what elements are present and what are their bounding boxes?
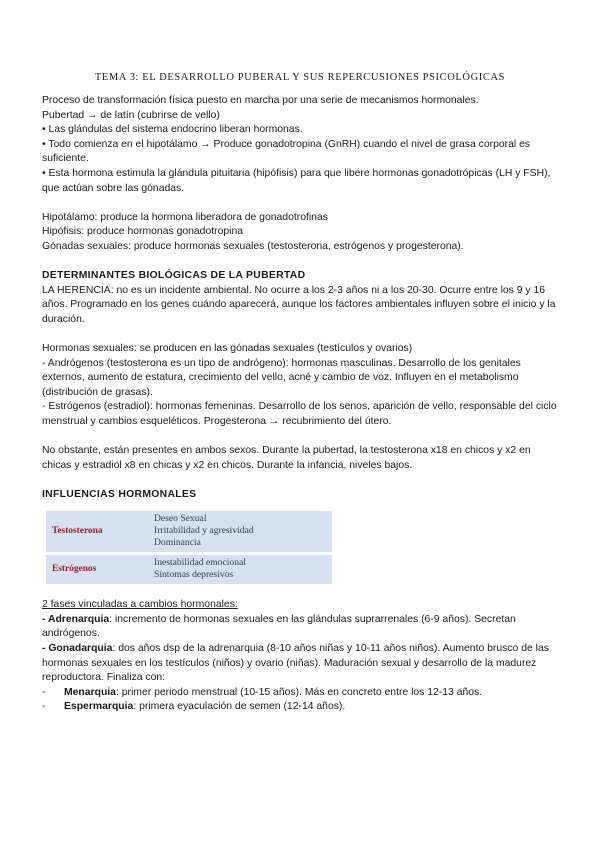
- table-item: Dominancia: [154, 537, 201, 549]
- table-row: [46, 553, 332, 583]
- intro-line: Proceso de transformación física puesto en marcha por una serie de mecanismos hormonales.: [42, 95, 479, 106]
- document-body: [42, 94, 562, 715]
- estrogenos-paragraph: - Estrógenos (estradiol): hormonas femeninas. Desarrollo de los senos, aparición de vello, responsable del ciclo menstrual y cambios esqueléticos. Progesterona → recubrimiento del útero.: [42, 401, 557, 428]
- table-row: [46, 511, 332, 554]
- hormone-influence-table: [46, 511, 332, 584]
- hormonas-intro: Hormonas sexuales: se producen en las gónadas sexuales (testículos y ovarios): [42, 343, 413, 355]
- gland-line: Hipófisis: produce hormonas gonadotropina: [42, 226, 244, 238]
- gland-line: Gónadas sexuales: produce hormonas sexuales (testosterona, estrógenos y progesterona).: [42, 240, 464, 252]
- intro-bullet: • Esta hormona estimula la glándula pituitaria (hipófisis) para que libere hormonas gonadotrópicas (LH y FSH), que actúan sobre las gónadas.: [42, 167, 551, 194]
- herencia-paragraph: LA HERENCIA: no es un incidente ambiental. No ocurre a los 2-3 años ni a los 20-30. Ocurre entre los 9 y 16 años. Programado en los genes cuándo aparecerá, aunque los factores ambientales influyen sobre el inicio y la duración.: [42, 284, 556, 325]
- intro-line: Pubertad → de latín (cubrirse de vello): [42, 109, 220, 121]
- dash-marker: -: [42, 686, 46, 698]
- menarquia-text: : primer periodo menstrual (10-15 años). Más en concreto entre los 12-13 años.: [115, 686, 483, 698]
- menarquia-item: [42, 686, 562, 701]
- adrenarquia-term: - Adrenarquia: [42, 613, 110, 625]
- table-item: Deseo Sexual: [154, 512, 207, 524]
- adrenarquia-text: : incremento de hormonas sexuales en las glándulas suprarrenales (6-9 años). Secretan andrógenos.: [42, 613, 516, 640]
- page-title: TEMA 3: EL DESARROLLO PUBERAL Y SUS REPERCUSIONES PSICOLÓGICAS: [94, 72, 506, 83]
- espermarquia-item: [42, 700, 562, 715]
- menarquia-term: Menarquia: [64, 686, 116, 698]
- table-item: Irritabilidad y agresividad: [154, 525, 254, 537]
- table-item: Inestabilidad emocional: [154, 556, 246, 568]
- adrenarquia-paragraph: [42, 613, 562, 642]
- table-label: Testosterona: [52, 526, 103, 537]
- no-obstante-paragraph: No obstante, están presentes en ambos sexos. Durante la pubertad, la testosterona x18 en chicos y x2 en chicas y estradiol x8 en chicas y x2 en chicos. Durante la infancia, niveles bajos.: [42, 445, 531, 471]
- table-item: Síntomas depresivos: [154, 569, 234, 581]
- intro-bullet: • Las glándulas del sistema endocrino liberan hormonas.: [42, 124, 303, 136]
- gonadarquia-paragraph: [42, 642, 562, 686]
- phases-heading: 2 fases vinculadas a cambios hormonales:: [42, 599, 238, 611]
- gland-line: Hipotálamo: produce la hormona liberadora de gonadotrofinas: [42, 211, 328, 223]
- section-heading-influencias: INFLUENCIAS HORMONALES: [42, 489, 197, 501]
- espermarquia-text: : primera eyaculación de semen (12-14 años).: [133, 701, 346, 713]
- table-label: Estrógenos: [46, 553, 148, 583]
- intro-bullet: • Todo comienza en el hipotálamo → Produce gonadotropina (GnRH) cuando el nivel de grasa corporal es suficiente.: [42, 138, 531, 165]
- section-heading-determinantes: DETERMINANTES BIOLÓGICAS DE LA PUBERTAD: [42, 270, 306, 282]
- androgenos-paragraph: - Andrógenos (testosterona es un tipo de andrógeno): hormonas masculinas. Desarrollo de los genitales externos, aumento de estatura, crecimiento del vello, acné y cambio de voz. Influyen en el metabolismo (distribución de grasas).: [42, 357, 521, 398]
- espermarquia-term: Espermarquia: [64, 701, 134, 713]
- dash-marker: -: [42, 701, 46, 713]
- gonadarquia-text: : dos años dsp de la adrenarquia (8-10 años niñas y 10-11 años niños). Aumento brusco de las hormonas sexuales en los testículos (niños) y ovario (niñas). Maduración sexual y desarrollo de la madurez reproductora. Finaliza con:: [42, 643, 549, 684]
- gonadarquia-term: - Gonadarquia: [42, 643, 113, 655]
